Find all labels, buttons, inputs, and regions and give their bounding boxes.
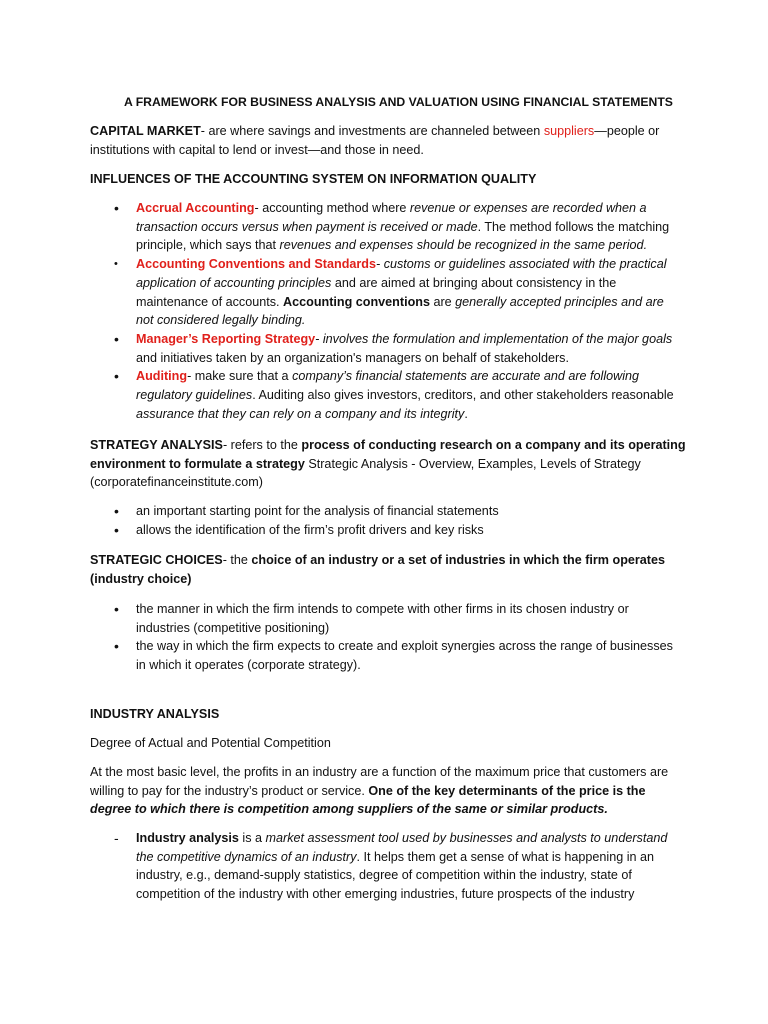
influences-list (0, 199, 681, 423)
list-item (0, 330, 681, 367)
strategy-text-2: Strategic Analysis - Overview, Examples, Levels of Strategy (corporatefinanceinstitute.com) (90, 456, 641, 490)
strategy-text: - refers to the (222, 438, 302, 452)
strategic-choices-term: STRATEGIC CHOICES (90, 553, 223, 567)
item-text: . The method follows the matching principle, which says that (136, 219, 670, 253)
industry-paragraph (90, 763, 690, 819)
industry-analysis-heading: INDUSTRY ANALYSIS (90, 707, 220, 721)
choices-list (0, 600, 681, 675)
choices-bold: choice of an industry or a set of industries in which the firm operates (industry choice) (90, 553, 665, 586)
item-text: and are aimed at bringing about consistency in the maintenance of accounts. (136, 275, 617, 309)
accrual-accounting-term: Accrual Accounting (136, 201, 255, 215)
item-italic: company’s financial statements are accurate and are following regulatory guidelines (136, 369, 640, 403)
suppliers-text: suppliers (543, 124, 595, 138)
strategy-analysis-paragraph (90, 436, 690, 492)
list-item: • an important starting point for the analysis of financial statements (0, 502, 681, 521)
document-title: A FRAMEWORK FOR BUSINESS ANALYSIS AND VALUATION USING FINANCIAL STATEMENTS (124, 95, 673, 109)
list-item (0, 829, 681, 904)
list-item: • the manner in which the firm intends to compete with other firms in its chosen industry or industries (competitive positioning) (0, 600, 681, 637)
list-item (0, 199, 681, 255)
item-italic: - involves the formulation and implementation of the major goals (315, 331, 673, 346)
list-item: • allows the identification of the firm’s profit drivers and key risks (0, 521, 681, 540)
list-item: • the way in which the firm expects to create and exploit synergies across the range of businesses in which it operates (corporate strategy). (0, 637, 681, 674)
influences-heading: INFLUENCES OF THE ACCOUNTING SYSTEM ON INFORMATION QUALITY (90, 172, 537, 186)
capital-market-term: CAPITAL MARKET (90, 124, 201, 138)
item-italic: market assessment tool used by businesses and analysts to understand the competitive dynamics of an industry (136, 831, 668, 864)
list-item (0, 255, 681, 330)
item-italic: generally accepted principles and are not considered legally binding. (136, 294, 664, 328)
industry-bold: One of the key determinants of the price is the (368, 783, 646, 798)
choices-text: - the (222, 553, 252, 567)
item-text: . It helps them get a sense of what is happening in an industry, e.g., demand-supply statistics, degree of competition within the industry, state of competition of the industry with other emerging industries, future prospects of the industry (136, 849, 655, 902)
reporting-strategy-term: Manager’s Reporting Strategy (136, 331, 316, 346)
item-text: is a (238, 831, 266, 845)
conventions-term: Accounting Conventions and Standards (136, 257, 376, 272)
auditing-term: Auditing (136, 369, 188, 384)
strategy-analysis-term: STRATEGY ANALYSIS (90, 438, 223, 452)
item-text: . Auditing also gives investors, creditors, and other stakeholders reasonable (252, 388, 674, 403)
industry-analysis-term: Industry analysis (136, 831, 239, 845)
capital-market-paragraph (90, 122, 690, 159)
competition-subheading: Degree of Actual and Potential Competition (90, 736, 331, 750)
capital-market-text-2: —people or institutions with capital to lend or invest—and those in need. (90, 124, 660, 157)
item-text: . (464, 406, 468, 421)
industry-bold-italic: degree to which there is competition among suppliers of the same or similar products. (90, 802, 608, 817)
list-item (0, 367, 681, 423)
strategy-list (0, 502, 681, 539)
industry-list (0, 829, 681, 904)
item-italic: - customs or guidelines associated with the practical application of accounting principles (136, 257, 667, 290)
strategic-choices-paragraph (90, 551, 690, 588)
item-italic: revenues and expenses should be recognized in the same period. (279, 238, 648, 253)
item-text: and initiatives taken by an organization's managers on behalf of stakeholders. (136, 350, 569, 365)
item-italic: assurance that they can rely on a company and its integrity (136, 406, 465, 421)
item-text: - accounting method where (254, 201, 410, 215)
capital-market-text: - are where savings and investments are channeled between (200, 124, 544, 138)
item-bold: Accounting conventions (283, 294, 430, 309)
strategy-bold: process of conducting research on a company and its operating environment to formulate a strategy (90, 438, 686, 471)
item-text: are (429, 294, 456, 309)
industry-text: At the most basic level, the profits in an industry are a function of the maximum price that customers are willing to pay for the industry’s product or service. (90, 765, 669, 798)
item-text: - make sure that a (187, 369, 293, 384)
item-italic: revenue or expenses are recorded when a transaction occurs versus when payment is received or made (136, 201, 647, 234)
